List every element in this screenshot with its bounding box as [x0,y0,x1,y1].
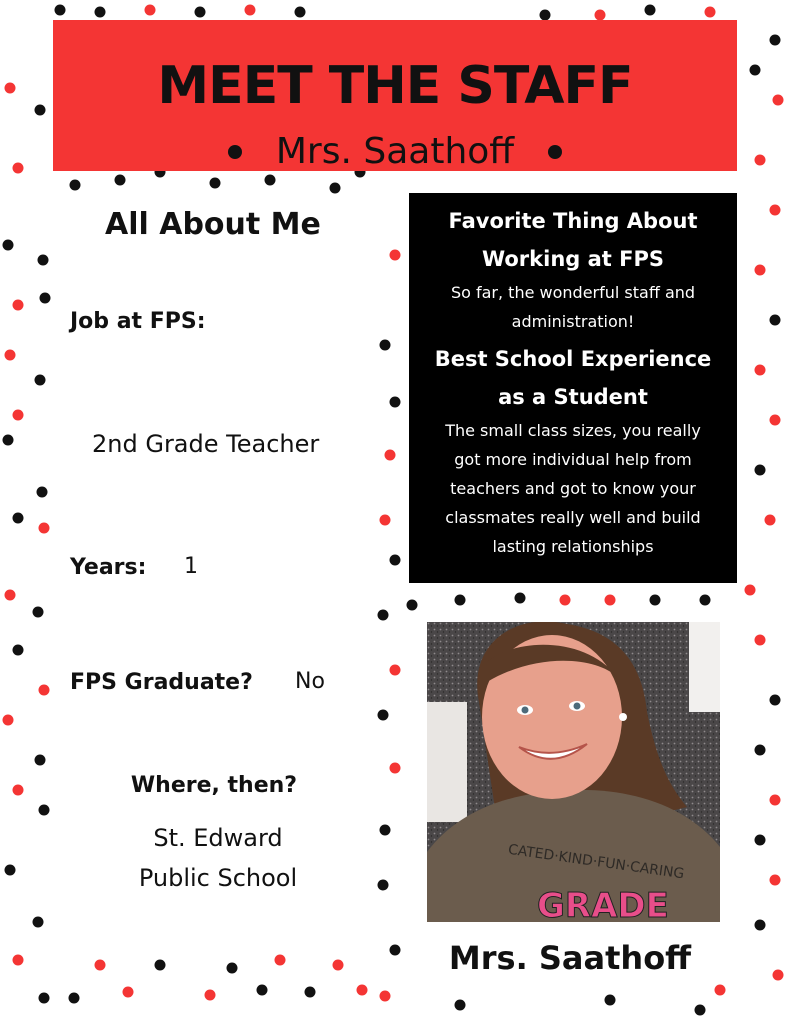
polka-dot [378,710,389,721]
polka-dot [13,300,24,311]
polka-dot [265,175,276,186]
staff-photo-illustration [427,622,720,922]
polka-dot [13,410,24,421]
polka-dot [390,555,401,566]
polka-dot [257,985,268,996]
polka-dot [455,595,466,606]
polka-dot [755,745,766,756]
best-experience-text: teachers and got to know your [450,479,696,498]
polka-dot [155,960,166,971]
where-then-label: Where, then? [130,773,298,798]
staff-photo [427,622,720,922]
about-me-heading: All About Me [105,207,321,242]
polka-dot [39,685,50,696]
polka-dot [755,920,766,931]
polka-dot [37,487,48,498]
polka-dot [380,515,391,526]
polka-dot [39,805,50,816]
polka-dot [5,590,16,601]
polka-dot [705,7,716,18]
polka-dot [390,250,401,261]
best-experience-heading: as a Student [498,385,648,409]
wall-paper [689,622,720,712]
polka-dot [605,995,616,1006]
polka-dot [35,755,46,766]
polka-dot [145,5,156,16]
polka-dot [595,10,606,21]
best-experience-text: got more individual help from [454,450,692,469]
polka-dot [330,183,341,194]
polka-dot [70,180,81,191]
polka-dot [745,585,756,596]
polka-dot [770,35,781,46]
polka-dot [755,265,766,276]
polka-dot [380,340,391,351]
polka-dot [750,65,761,76]
polka-dot [515,593,526,604]
best-experience-text: classmates really well and build [445,508,701,527]
header-banner [53,20,737,171]
pupil [574,703,581,710]
bullet-icon [548,145,562,159]
polka-dot [755,155,766,166]
polka-dot [385,450,396,461]
polka-dot [3,240,14,251]
polka-dot [3,715,14,726]
polka-dot [3,435,14,446]
polka-dot [770,315,781,326]
wall-paper [427,702,467,822]
polka-dot [5,865,16,876]
polka-dot [455,1000,466,1011]
polka-dot [700,595,711,606]
polka-dot [380,825,391,836]
polka-dot [205,990,216,1001]
pupil [522,707,529,714]
polka-dot [770,795,781,806]
favorites-box [409,193,737,583]
polka-dot [755,635,766,646]
bullet-icon [228,145,242,159]
favorite-thing-heading: Working at FPS [481,247,665,271]
polka-dot [605,595,616,606]
polka-dot [5,83,16,94]
polka-dot [5,350,16,361]
polka-dot [695,1005,706,1016]
polka-dot [245,5,256,16]
polka-dot [770,875,781,886]
job-value: 2nd Grade Teacher [92,430,320,458]
polka-dot [35,375,46,386]
polka-dot [55,5,66,16]
polka-dot [770,205,781,216]
favorite-thing-text: administration! [511,312,635,331]
polka-dot [35,105,46,116]
polka-dot [13,785,24,796]
polka-dot [95,960,106,971]
polka-dot [755,835,766,846]
page-title: MEET THE STAFF [157,56,633,116]
polka-dot [33,607,44,618]
shirt-graphic: GRADE [537,886,669,922]
best-experience-text: The small class sizes, you really [445,421,701,440]
polka-dot [210,178,221,189]
years-label: Years: [70,555,147,580]
polka-dot [305,987,316,998]
photo-caption: Mrs. Saathoff [448,939,692,977]
polka-dot [645,5,656,16]
polka-dot [378,880,389,891]
graduate-label: FPS Graduate? [70,670,253,695]
polka-dot [115,175,126,186]
polka-dot [770,415,781,426]
where-value-line: Public School [138,864,298,892]
banner-subtitle [53,130,737,174]
polka-dot [13,645,24,656]
polka-dot [13,955,24,966]
years-value: 1 [184,554,198,579]
earring [619,713,627,721]
polka-dot [40,293,51,304]
polka-dot [715,985,726,996]
polka-dot [333,960,344,971]
polka-dot [33,917,44,928]
shirt-text: CATED·KIND·FUN·CARING [507,841,686,883]
polka-dot [13,163,24,174]
polka-dot [540,10,551,21]
polka-dot [195,7,206,18]
staff-name: Mrs. Saathoff [275,131,515,172]
favorite-thing-heading: Favorite Thing About [448,209,698,233]
polka-dot [407,600,418,611]
polka-dot [390,665,401,676]
job-label: Job at FPS: [70,309,206,334]
polka-dot [123,987,134,998]
polka-dot [69,993,80,1004]
best-experience-heading: Best School Experience [434,347,712,371]
polka-dot [755,465,766,476]
polka-dot [390,763,401,774]
polka-dot [295,7,306,18]
graduate-value: No [295,669,325,694]
polka-dot [560,595,571,606]
favorite-thing-section [409,202,737,561]
polka-dot [39,993,50,1004]
polka-dot [773,970,784,981]
polka-dot [39,523,50,534]
polka-dot [770,695,781,706]
polka-dot [38,255,49,266]
polka-dot [773,95,784,106]
polka-dot [275,955,286,966]
best-experience-text: lasting relationships [492,537,654,556]
polka-dot [650,595,661,606]
favorite-thing-text: So far, the wonderful staff and [450,283,696,302]
polka-dot [380,991,391,1002]
where-value-line: St. Edward [153,824,283,852]
polka-dot [765,515,776,526]
polka-dot [95,7,106,18]
polka-dot [227,963,238,974]
polka-dot [390,397,401,408]
polka-dot [13,513,24,524]
polka-dot [357,985,368,996]
polka-dot [378,610,389,621]
polka-dot [755,365,766,376]
